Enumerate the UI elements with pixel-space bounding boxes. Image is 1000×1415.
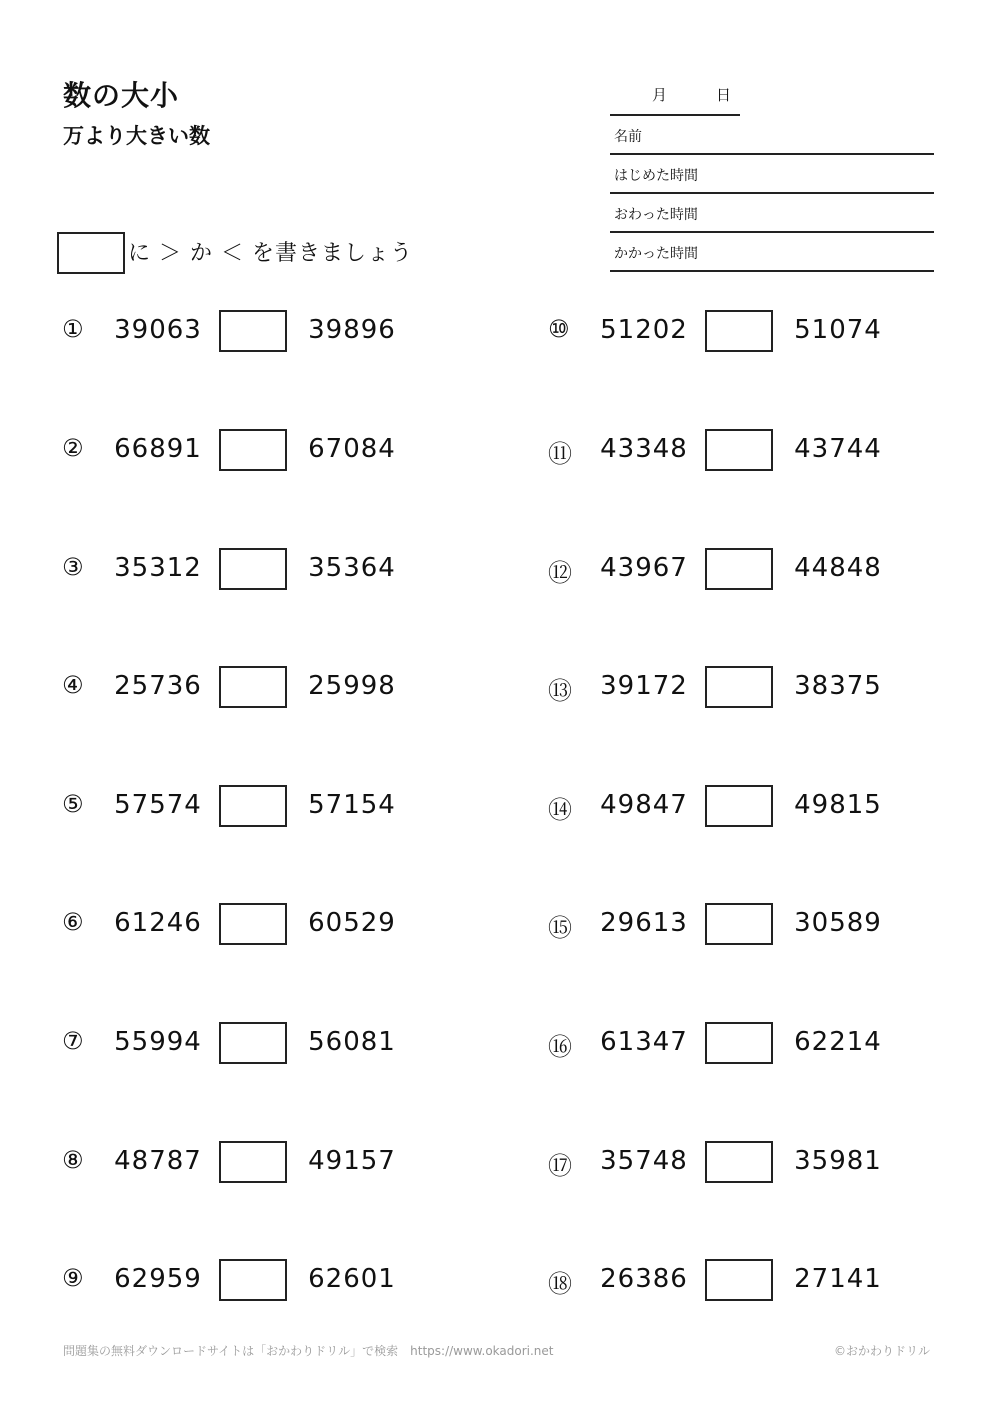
name-field[interactable] xyxy=(610,115,934,155)
left-number: 57574 xyxy=(114,790,202,820)
left-number: 55994 xyxy=(114,1027,202,1057)
instruction-text: に ＞ か ＜ を書きましょう xyxy=(128,241,413,266)
left-number: 51202 xyxy=(600,315,688,345)
footer-site-note: 問題集の無料ダウンロードサイトは「おかわりドリル」で検索 https://www.okadori.net xyxy=(63,1344,554,1358)
problem-number: ③ xyxy=(62,553,84,581)
problem-number: ⑩ xyxy=(548,315,570,343)
problem-number: ⑨ xyxy=(62,1264,84,1292)
problem-number: ⑱ xyxy=(548,1270,572,1298)
start-time-label: はじめた時間 xyxy=(614,168,698,184)
date-field[interactable] xyxy=(610,84,740,116)
right-number: 49157 xyxy=(308,1146,396,1176)
instruction-example-box xyxy=(57,232,125,274)
name-label: 名前 xyxy=(614,129,642,145)
problem-number: ⑮ xyxy=(548,914,572,942)
right-number: 35364 xyxy=(308,553,396,583)
problem-number: ⑯ xyxy=(548,1033,572,1061)
problem-number: ② xyxy=(62,434,84,462)
page-subtitle: 万より大きい数 xyxy=(63,124,210,148)
day-label: 日 xyxy=(716,86,732,104)
answer-box[interactable] xyxy=(705,1259,773,1301)
answer-box[interactable] xyxy=(219,548,287,590)
problem-number: ④ xyxy=(62,671,84,699)
left-number: 35748 xyxy=(600,1146,688,1176)
page-title: 数の大小 xyxy=(63,79,180,112)
right-number: 51074 xyxy=(794,315,882,345)
answer-box[interactable] xyxy=(219,1022,287,1064)
answer-box[interactable] xyxy=(219,903,287,945)
problem-number: ⑥ xyxy=(62,908,84,936)
problem-number: ① xyxy=(62,315,84,343)
answer-box[interactable] xyxy=(219,1141,287,1183)
answer-box[interactable] xyxy=(219,310,287,352)
left-number: 39063 xyxy=(114,315,202,345)
right-number: 57154 xyxy=(308,790,396,820)
answer-box[interactable] xyxy=(705,1022,773,1064)
left-number: 61246 xyxy=(114,908,202,938)
problem-number: ⑬ xyxy=(548,677,572,705)
right-number: 39896 xyxy=(308,315,396,345)
left-number: 48787 xyxy=(114,1146,202,1176)
answer-box[interactable] xyxy=(219,666,287,708)
problem-number: ⑪ xyxy=(548,440,572,468)
left-number: 26386 xyxy=(600,1264,688,1294)
answer-box[interactable] xyxy=(705,785,773,827)
end-time-label: おわった時間 xyxy=(614,207,698,223)
answer-box[interactable] xyxy=(705,1141,773,1183)
left-number: 61347 xyxy=(600,1027,688,1057)
right-number: 44848 xyxy=(794,553,882,583)
answer-box[interactable] xyxy=(705,429,773,471)
end-time-field[interactable] xyxy=(610,193,934,233)
right-number: 56081 xyxy=(308,1027,396,1057)
left-number: 66891 xyxy=(114,434,202,464)
elapsed-time-field[interactable] xyxy=(610,232,934,272)
answer-box[interactable] xyxy=(219,1259,287,1301)
answer-box[interactable] xyxy=(219,429,287,471)
problem-number: ⑤ xyxy=(62,790,84,818)
problem-number: ⑦ xyxy=(62,1027,84,1055)
right-number: 62601 xyxy=(308,1264,396,1294)
problem-number: ⑧ xyxy=(62,1146,84,1174)
right-number: 49815 xyxy=(794,790,882,820)
left-number: 25736 xyxy=(114,671,202,701)
right-number: 38375 xyxy=(794,671,882,701)
footer-copyright: ©おかわりドリル xyxy=(833,1344,930,1358)
left-number: 43348 xyxy=(600,434,688,464)
right-number: 62214 xyxy=(794,1027,882,1057)
right-number: 43744 xyxy=(794,434,882,464)
right-number: 60529 xyxy=(308,908,396,938)
left-number: 62959 xyxy=(114,1264,202,1294)
left-number: 43967 xyxy=(600,553,688,583)
start-time-field[interactable] xyxy=(610,154,934,194)
problem-number: ⑭ xyxy=(548,796,572,824)
elapsed-time-label: かかった時間 xyxy=(614,246,698,262)
left-number: 35312 xyxy=(114,553,202,583)
right-number: 27141 xyxy=(794,1264,882,1294)
problem-number: ⑫ xyxy=(548,559,572,587)
answer-box[interactable] xyxy=(705,666,773,708)
answer-box[interactable] xyxy=(705,548,773,590)
left-number: 29613 xyxy=(600,908,688,938)
left-number: 39172 xyxy=(600,671,688,701)
answer-box[interactable] xyxy=(705,310,773,352)
right-number: 30589 xyxy=(794,908,882,938)
left-number: 49847 xyxy=(600,790,688,820)
right-number: 35981 xyxy=(794,1146,882,1176)
right-number: 25998 xyxy=(308,671,396,701)
answer-box[interactable] xyxy=(705,903,773,945)
right-number: 67084 xyxy=(308,434,396,464)
answer-box[interactable] xyxy=(219,785,287,827)
problem-number: ⑰ xyxy=(548,1152,572,1180)
month-label: 月 xyxy=(652,86,668,104)
